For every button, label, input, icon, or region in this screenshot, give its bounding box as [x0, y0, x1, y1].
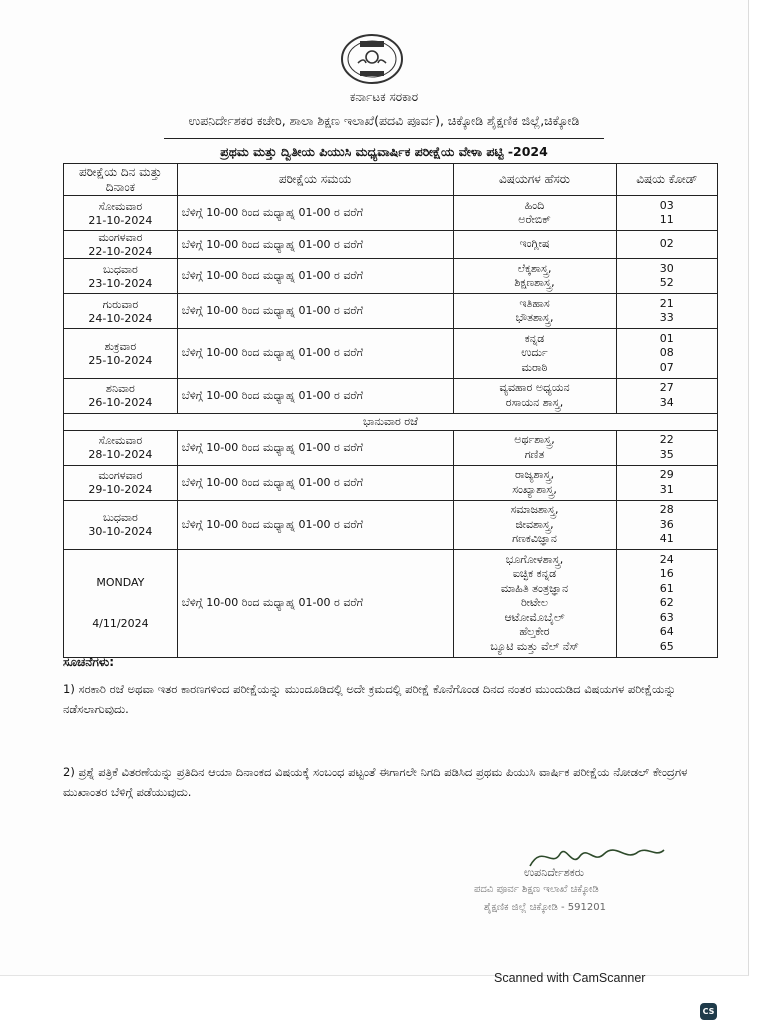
subject-code: 28	[659, 503, 674, 516]
subject-code: 35	[659, 447, 674, 461]
codes-cell	[616, 329, 718, 379]
subject-code: 07	[659, 360, 674, 374]
subject-name: ಅರ್ಥಶಾಸ್ತ್ರ,	[514, 433, 555, 446]
subject-code: 11	[659, 213, 674, 226]
subject-code: 03	[659, 198, 674, 212]
subject-name: ರಸಾಯನ ಶಾಸ್ತ್ರ,	[505, 395, 564, 409]
government-seal	[340, 33, 404, 85]
subject-code: 33	[659, 311, 674, 324]
office-stamp-line-2: ಶೈಕ್ಷಣಿಕ ಜಿಲ್ಲೆ ಚಿಕ್ಕೋಡಿ - 591201	[484, 902, 606, 913]
table-header-row	[64, 164, 718, 196]
exam-time: ಬೆಳಿಗ್ಗೆ 10-00 ರಿಂದ ಮಧ್ಯಾಹ್ನ 01-00 ರ ವರೆಗೆ	[177, 329, 453, 379]
table-row	[64, 430, 718, 465]
exam-date: 28-10-2024	[88, 448, 153, 461]
exam-day: ಮಂಗಳವಾರ	[98, 231, 143, 244]
office-name: ಉಪನಿರ್ದೇಶಕರ ಕಚೇರಿ, ಶಾಲಾ ಶಿಕ್ಷಣ ಇಲಾಖೆ(ಪದವಿ ಪೂರ್ವ), ಚಿಕ್ಕೋಡಿ ಶೈಕ್ಷಣಿಕ ಜಿಲ್ಲೆ,ಚಿಕ್ಕೋಡಿ	[188, 113, 580, 128]
note-item-2: 2) ಪ್ರಶ್ನೆ ಪತ್ರಿಕೆ ವಿತರಣೆಯನ್ನು ಪ್ರತಿದಿನ ಆಯಾ ದಿನಾಂಕದ ವಿಷಯಕ್ಕೆ ಸಂಬಂಧ ಪಟ್ಟಂತೆ ಈಗಾಗಲೇ ನಿಗದಿ ಪಡಿಸಿದ ಪ್ರಥಮ ಪಿಯುಸಿ ವಾರ್ಷಿಕ ಪರೀಕ್ಷೆಯ ನೋಡಲ್ ಕೇಂದ್ರಗಳ ಮುಖಾಂತರ ಬೆಳಿಗ್ಗೆ ಪಡೆಯುವುದು.	[63, 765, 688, 799]
exam-day-cell	[64, 259, 178, 294]
subject-code: 63	[659, 610, 674, 624]
exam-day-cell	[64, 294, 178, 329]
codes-cell	[616, 259, 718, 294]
exam-day: MONDAY	[96, 576, 145, 590]
exam-timetable	[63, 163, 718, 658]
subject-name: ಲೆಕ್ಕಶಾಸ್ತ್ರ,	[517, 261, 552, 275]
exam-date: 24-10-2024	[88, 311, 153, 325]
exam-time: ಬೆಳಿಗ್ಗೆ 10-00 ರಿಂದ ಮಧ್ಯಾಹ್ನ 01-00 ರ ವರೆಗೆ	[177, 550, 453, 658]
signatory-designation: ಉಪನಿರ್ದೇಶಕರು	[524, 866, 585, 879]
exam-day: ಬುಧವಾರ	[102, 262, 138, 276]
subjects-cell	[453, 196, 616, 231]
exam-time: ಬೆಳಿಗ್ಗೆ 10-00 ರಿಂದ ಮಧ್ಯಾಹ್ನ 01-00 ರ ವರೆಗೆ	[177, 378, 453, 413]
subject-code: 22	[659, 433, 674, 446]
subject-code: 21	[659, 296, 674, 310]
table-row	[64, 196, 718, 231]
codes-cell	[616, 378, 718, 413]
subject-name: ಗಣಕವಿಜ್ಞಾನ	[512, 532, 557, 545]
subject-name: ರಾಜ್ಯಶಾಸ್ತ್ರ,	[514, 468, 555, 481]
subject-name: ಕನ್ನಡ	[524, 331, 545, 345]
subjects-cell	[453, 231, 616, 259]
header-time: ಪರೀಕ್ಷೆಯ ಸಮಯ	[177, 164, 453, 196]
exam-time: ಬೆಳಿಗ್ಗೆ 10-00 ರಿಂದ ಮಧ್ಯಾಹ್ನ 01-00 ರ ವರೆಗೆ	[177, 231, 453, 259]
subject-name: ಅರೇಬಿಕ್	[518, 213, 551, 226]
subject-name: ಹಿಂದಿ	[524, 198, 545, 212]
subject-name: ಜೀವಶಾಸ್ತ್ರ,	[515, 517, 554, 531]
subject-name: ಗಣಿತ	[524, 447, 545, 461]
subject-code: 52	[659, 276, 674, 289]
exam-date: 4/11/2024	[92, 617, 149, 631]
subject-code: 16	[659, 567, 674, 580]
header-day-date: ಪರೀಕ್ಷೆಯ ದಿನ ಮತ್ತು ದಿನಾಂಕ	[64, 164, 178, 196]
document-title: ಪ್ರಥಮ ಮತ್ತು ದ್ವಿತೀಯ ಪಿಯುಸಿ ಮಧ್ಯವಾರ್ಷಿಕ ಪರೀಕ್ಷೆಯ ವೇಳಾ ಪಟ್ಟಿ -2024	[220, 144, 548, 159]
note-item-1: 1) ಸರಕಾರಿ ರಜೆ ಅಥವಾ ಇತರ ಕಾರಣಗಳಿಂದ ಪರೀಕ್ಷೆಯನ್ನು ಮುಂದೂಡಿದಲ್ಲಿ ಅದೇ ಕ್ರಮದಲ್ಲಿ ಪರೀಕ್ಷೆ ಕೊನೆಗೊಂಡ ದಿನದ ನಂತರ ಮುಂದುಡಿದ ವಿಷಯಗಳ ಪರೀಕ್ಷೆಯನ್ನು ನಡೆಸಲಾಗುವುದು.	[63, 682, 676, 716]
codes-cell	[616, 196, 718, 231]
exam-date: 21-10-2024	[88, 213, 153, 227]
header-divider	[164, 138, 604, 139]
subject-code: 24	[659, 552, 674, 566]
codes-cell	[616, 500, 718, 550]
exam-time: ಬೆಳಿಗ್ಗೆ 10-00 ರಿಂದ ಮಧ್ಯಾಹ್ನ 01-00 ರ ವರೆಗೆ	[177, 259, 453, 294]
table-row	[64, 465, 718, 500]
subject-code: 08	[659, 346, 674, 359]
codes-cell	[616, 465, 718, 500]
subject-name: ಇಂಗ್ಲೀಷ	[519, 237, 550, 251]
notes-heading: ಸೂಚನೆಗಳು:	[63, 655, 114, 669]
codes-cell	[616, 294, 718, 329]
exam-day: ಸೋಮವಾರ	[98, 199, 143, 213]
subject-name: ಇತಿಹಾಸ	[519, 296, 550, 310]
subject-name: ಉರ್ದು	[521, 346, 548, 359]
exam-day: ಮಂಗಳವಾರ	[98, 469, 143, 482]
scanner-watermark: Scanned with CamScanner	[494, 971, 646, 985]
subject-code: 65	[659, 639, 674, 653]
exam-day-cell	[64, 500, 178, 550]
table-row	[64, 294, 718, 329]
holiday-row	[64, 413, 718, 430]
exam-time: ಬೆಳಿಗ್ಗೆ 10-00 ರಿಂದ ಮಧ್ಯಾಹ್ನ 01-00 ರ ವರೆಗೆ	[177, 294, 453, 329]
header-code: ವಿಷಯ ಕೋಡ್	[616, 164, 718, 196]
subjects-cell	[453, 550, 616, 658]
subject-code: 01	[659, 331, 674, 345]
exam-day-cell	[64, 465, 178, 500]
subjects-cell	[453, 430, 616, 465]
codes-cell	[616, 430, 718, 465]
subject-name: ಮರಾಠಿ	[521, 360, 548, 374]
subject-code: 64	[659, 625, 674, 638]
exam-time: ಬೆಳಿಗ್ಗೆ 10-00 ರಿಂದ ಮಧ್ಯಾಹ್ನ 01-00 ರ ವರೆಗೆ	[177, 500, 453, 550]
subjects-cell	[453, 294, 616, 329]
exam-day: ಶುಕ್ರವಾರ	[104, 339, 137, 353]
subject-code: 34	[659, 395, 674, 409]
subject-name: ಐಚ್ಛಿಕ ಕನ್ನಡ	[512, 567, 557, 580]
table-row	[64, 378, 718, 413]
table-row	[64, 259, 718, 294]
office-stamp-line-1: ಪದವಿ ಪೂರ್ವ ಶಿಕ್ಷಣ ಇಲಾಖೆ ಚಿಕ್ಕೋಡಿ	[474, 884, 599, 895]
holiday-label: ಭಾನುವಾರ ರಜೆ	[64, 413, 718, 430]
exam-time: ಬೆಳಿಗ್ಗೆ 10-00 ರಿಂದ ಮಧ್ಯಾಹ್ನ 01-00 ರ ವರೆಗೆ	[177, 196, 453, 231]
subjects-cell	[453, 465, 616, 500]
exam-date: 29-10-2024	[88, 483, 153, 496]
exam-day-cell	[64, 329, 178, 379]
exam-time: ಬೆಳಿಗ್ಗೆ 10-00 ರಿಂದ ಮಧ್ಯಾಹ್ನ 01-00 ರ ವರೆಗೆ	[177, 430, 453, 465]
subject-name: ಭೌತಶಾಸ್ತ್ರ,	[515, 311, 554, 324]
exam-day-cell	[64, 550, 178, 658]
subject-name: ವ್ಯವಹಾರ ಅಧ್ಯಯನ	[499, 381, 570, 394]
codes-cell	[616, 231, 718, 259]
exam-date: 25-10-2024	[88, 353, 153, 367]
table-row	[64, 231, 718, 259]
exam-date: 30-10-2024	[88, 525, 153, 539]
subject-code: 29	[659, 468, 674, 481]
subject-name: ಸಮಾಜಶಾಸ್ತ್ರ,	[510, 503, 559, 516]
subject-code: 02	[659, 237, 674, 251]
government-name: ಕರ್ನಾಟಕ ಸರಕಾರ	[349, 90, 419, 104]
exam-day: ಸೋಮವಾರ	[98, 434, 143, 447]
subject-code: 36	[659, 517, 674, 531]
exam-date: 23-10-2024	[88, 276, 153, 290]
subject-name: ಶಿಕ್ಷಣಶಾಸ್ತ್ರ,	[514, 276, 555, 289]
subject-code: 41	[659, 532, 674, 545]
table-row	[64, 329, 718, 379]
exam-day-cell	[64, 430, 178, 465]
exam-day: ಶನಿವಾರ	[105, 382, 135, 395]
camscanner-icon: CS	[700, 1003, 717, 1020]
subject-name: ಭೂಗೋಳಶಾಸ್ತ್ರ,	[505, 552, 564, 566]
subject-name: ಆಟೋಮೊಬೈಲ್	[504, 610, 565, 624]
exam-date: 22-10-2024	[88, 245, 153, 258]
table-row	[64, 500, 718, 550]
exam-day: ಗುರುವಾರ	[102, 297, 139, 311]
subjects-cell	[453, 259, 616, 294]
subject-code: 61	[659, 581, 674, 595]
table-row	[64, 550, 718, 658]
exam-day: ಬುಧವಾರ	[102, 511, 138, 525]
subject-code: 31	[659, 482, 674, 496]
header-subjects: ವಿಷಯಗಳ ಹೆಸರು	[453, 164, 616, 196]
subject-code: 62	[659, 596, 674, 609]
subject-name: ಸಂಖ್ಯಾಶಾಸ್ತ್ರ,	[512, 482, 557, 496]
exam-time: ಬೆಳಿಗ್ಗೆ 10-00 ರಿಂದ ಮಧ್ಯಾಹ್ನ 01-00 ರ ವರೆಗೆ	[177, 465, 453, 500]
subject-code: 30	[659, 261, 674, 275]
subject-name: ಹೆಲ್ತಕೇರ	[519, 625, 550, 638]
subjects-cell	[453, 378, 616, 413]
subject-name: ಬ್ಯೂಟಿ ಮತ್ತು ವೆಲ್ ನೆಸ್	[490, 639, 579, 653]
subjects-cell	[453, 329, 616, 379]
exam-day-cell	[64, 231, 178, 259]
exam-date: 26-10-2024	[88, 396, 153, 409]
subject-code: 27	[659, 381, 674, 394]
subjects-cell	[453, 500, 616, 550]
codes-cell	[616, 550, 718, 658]
exam-day-cell	[64, 378, 178, 413]
subject-name: ರೀಟೇಲ	[521, 596, 548, 609]
exam-day-cell	[64, 196, 178, 231]
subject-name: ಮಾಹಿತಿ ತಂತ್ರಜ್ಞಾನ	[500, 581, 569, 595]
